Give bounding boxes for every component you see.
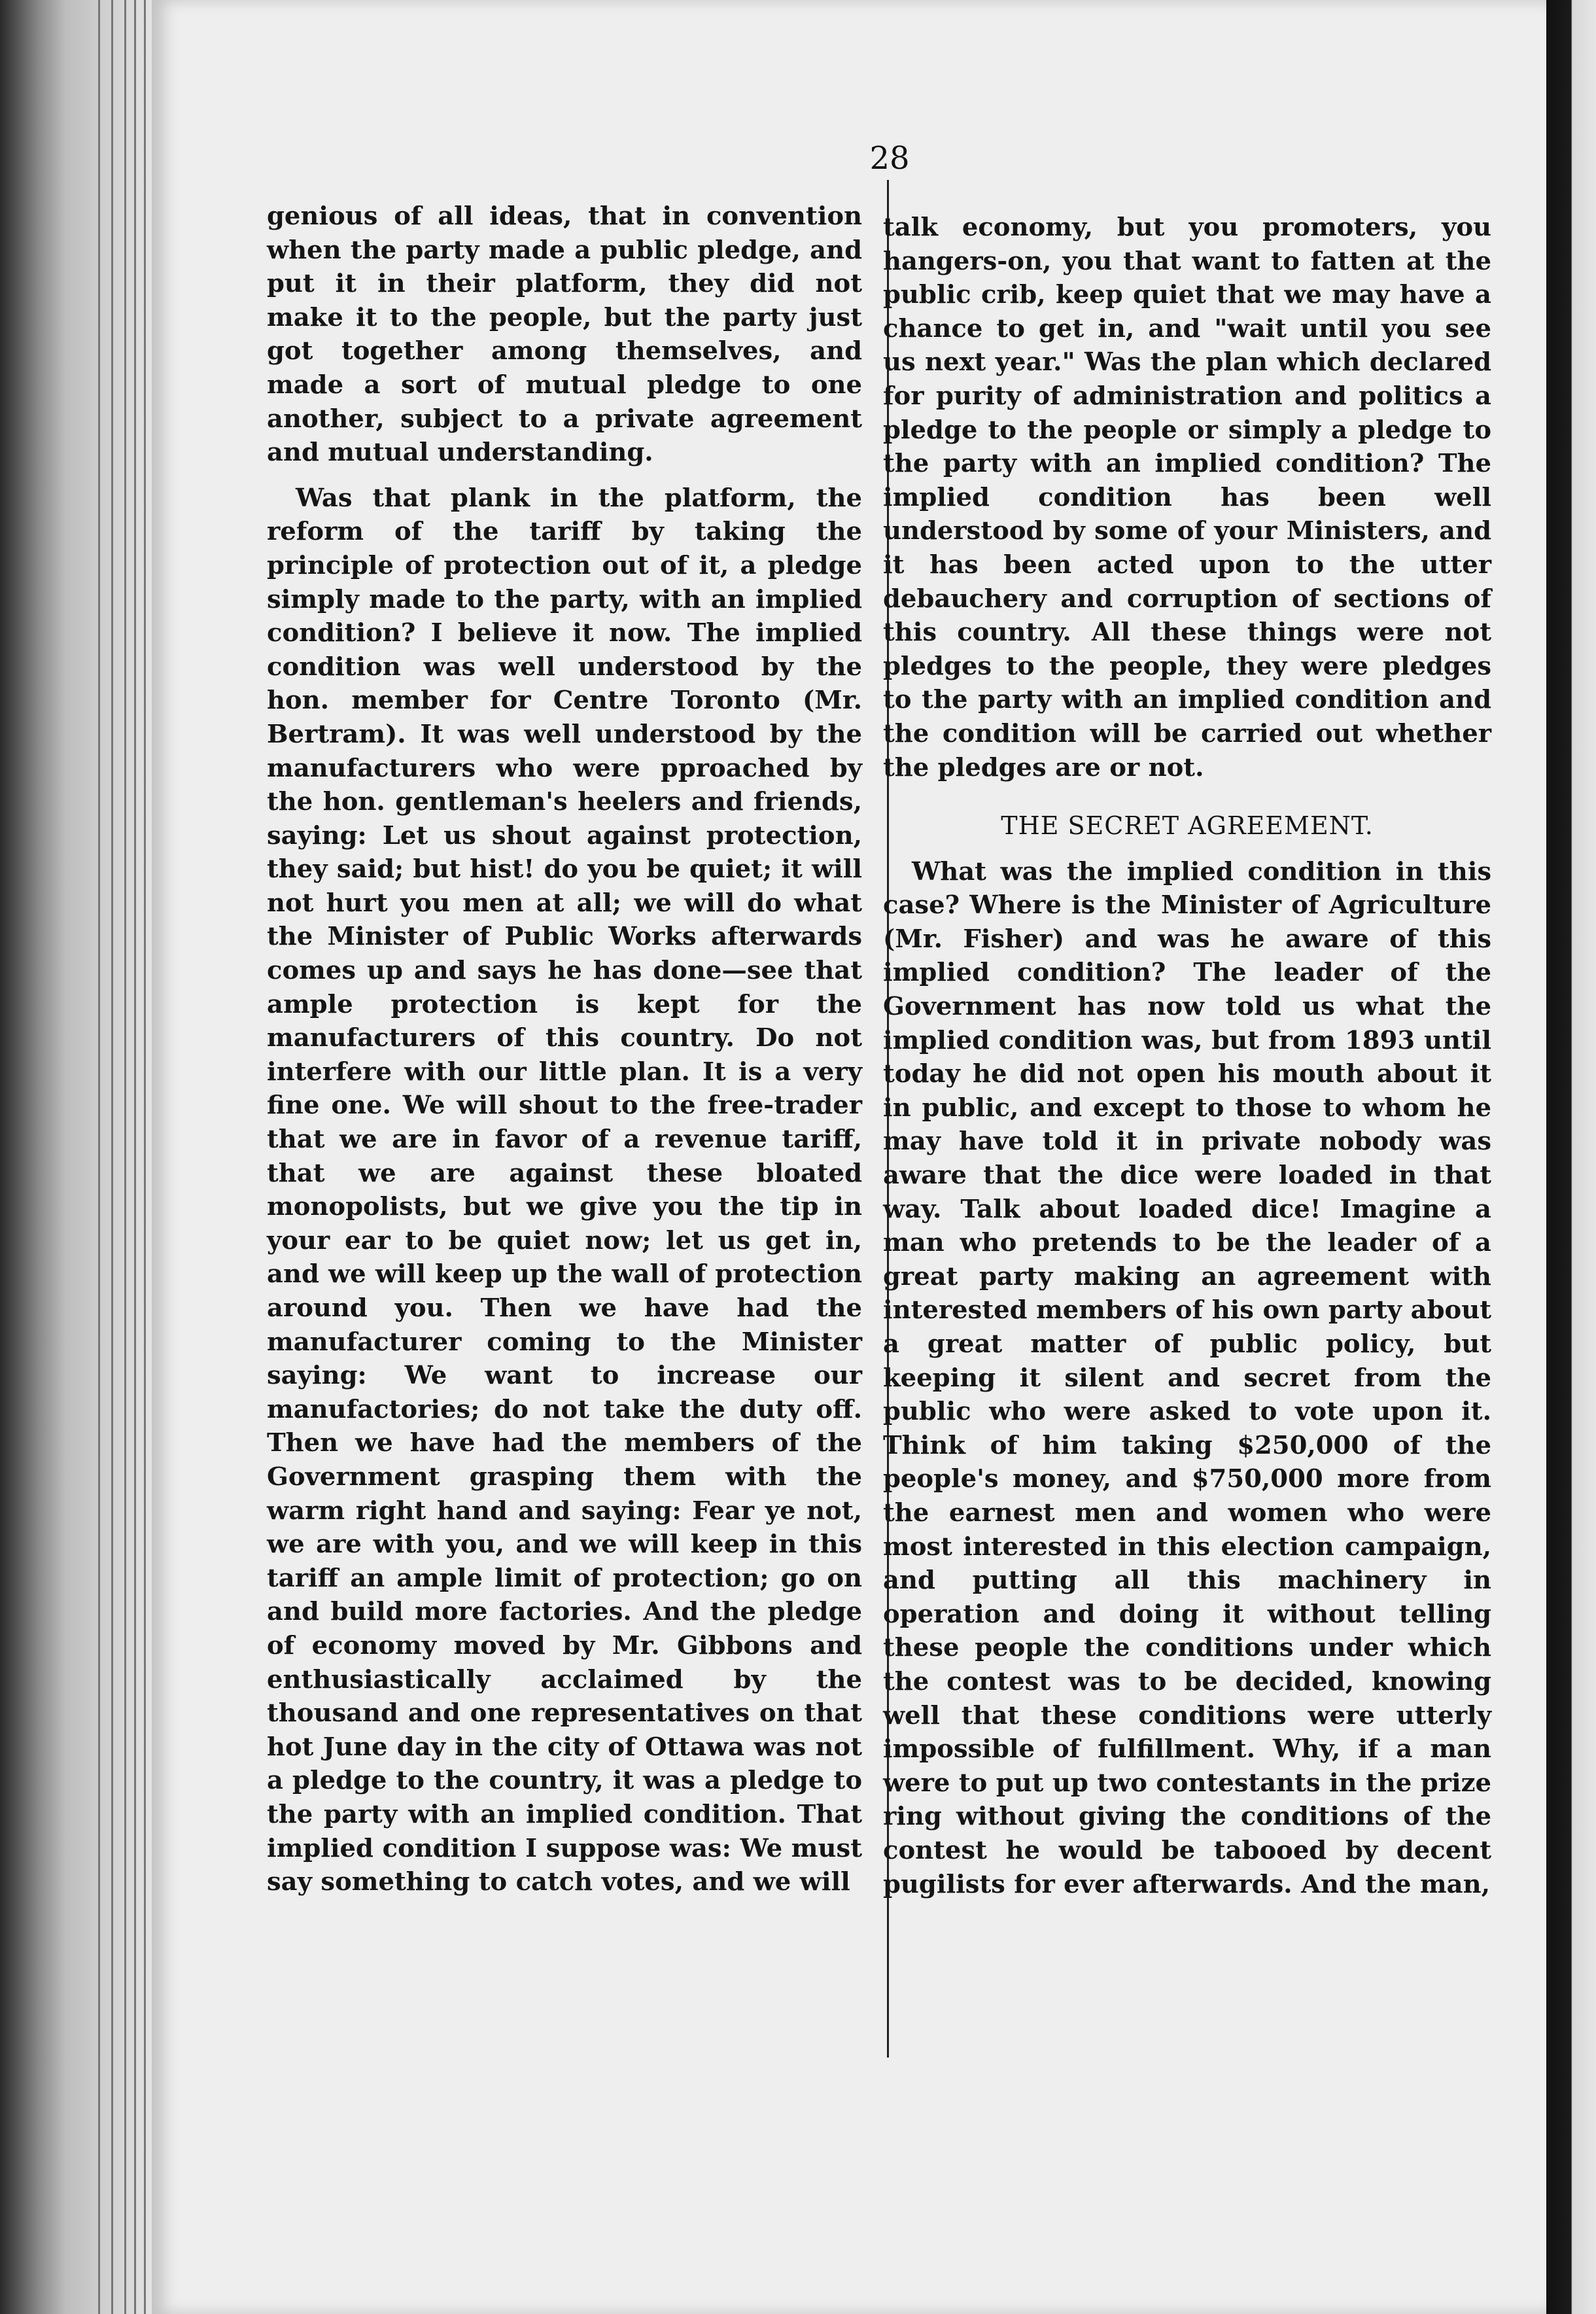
right-column [883, 211, 1491, 1901]
paragraph: talk economy, but you promoters, you hangers-on, you that want to fatten at the public crib, keep quiet that we may have a chance to get in, and "wait until you see us next year." Was the plan which declared for purity of administration and politics a pledge to the people or simply a pledge to the party with an implied condition? The implied condition has been well understood by some of your Ministers, and it has been acted upon to the utter debauchery and corruption of sections of this country. All these things were not pledges to the people, they were pledges to the party with an implied condition and the condition will be carried out whether the pledges are or not. [883, 213, 1491, 782]
page-edge-line [98, 0, 100, 2314]
page-right-edge [1546, 0, 1596, 2314]
paragraph: genious of all ideas, that in convention when the party made a public pledge, and put it in their platform, they did not make it to the people, but the party just got together among themselves, and made a sort of mutual pledge to one another, subject to a private agreement and mutual understanding. [267, 202, 862, 468]
left-column [267, 200, 862, 1899]
paragraph: Was that plank in the platform, the reform of the tariff by taking the principle of protection out of it, a pledge simply made to the party, with an implied condition? I believe it now. The implied condition was well understood by the hon. member for Centre Toronto (Mr. Bertram). It was well understood by the manufacturers who were pproached by the hon. gentleman's heelers and friends, saying: Let us shout against protection, they said; but hist! do you be quiet; it will not hurt you men at all; we will do what the Minister of Public Works afterwards comes up and says he has done—see that ample protection is kept for the manufacturers of this country. Do not interfere with our little plan. It is a very fine one. We will shout to the free-trader that we are in favor of a revenue tariff, that we are against these bloated monopolists, but we give you the tip in your ear to be quiet now; let us get in, and we will keep up the wall of protection around you. Then we have had the manufacturer coming to the Minister saying: We want to increase our manufactories; do not take the duty off. Then we have had the members of the Government grasping them with the warm right hand and saying: Fear ye not, we are with you, and we will keep in this tariff an ample limit of protection; go on and build more factories. And the pledge of economy moved by Mr. Gibbons and enthusiastically acclaimed by the thousand and one representatives on that hot June day in the city of Ottawa was not a pledge to the country, it was a pledge to the party with an implied condition. That implied condition I suppose was: We must say something to catch votes, and we will [267, 483, 862, 1897]
page-edge-line [111, 0, 113, 2314]
page-edge-line [144, 0, 146, 2314]
book-binding [0, 0, 164, 2314]
paragraph: What was the implied condition in this case? Where is the Minister of Agriculture (Mr. Fisher) and was he aware of this implied condition? The leader of the Government has now told us what the implied condition was, but from 1893 until today he did not open his mouth about it in public, and except to those to whom he may have told it in private nobody was aware that the dice were loaded in that way. Talk about loaded dice! Imagine a man who pretends to be the leader of a great party making an agreement with interested members of his own party about a great matter of public policy, but keeping it silent and secret from the public who were asked to vote upon it. Think of him taking $250,000 of the people's money, and $750,000 more from the earnest men and women who were most interested in this election campaign, and putting all this machinery in operation and doing it without telling these people the conditions under which the contest was to be decided, knowing well that these conditions were utterly impossible of fulfillment. Why, if a man were to put up two contestants in the prize ring without giving the conditions of the contest he would be tabooed by decent pugilists for ever afterwards. And the man, [883, 856, 1491, 1899]
page-number: 28 [869, 140, 910, 177]
page-edge-line [124, 0, 126, 2314]
page-edge-line [134, 0, 136, 2314]
section-heading: THE SECRET AGREEMENT. [1001, 811, 1374, 841]
